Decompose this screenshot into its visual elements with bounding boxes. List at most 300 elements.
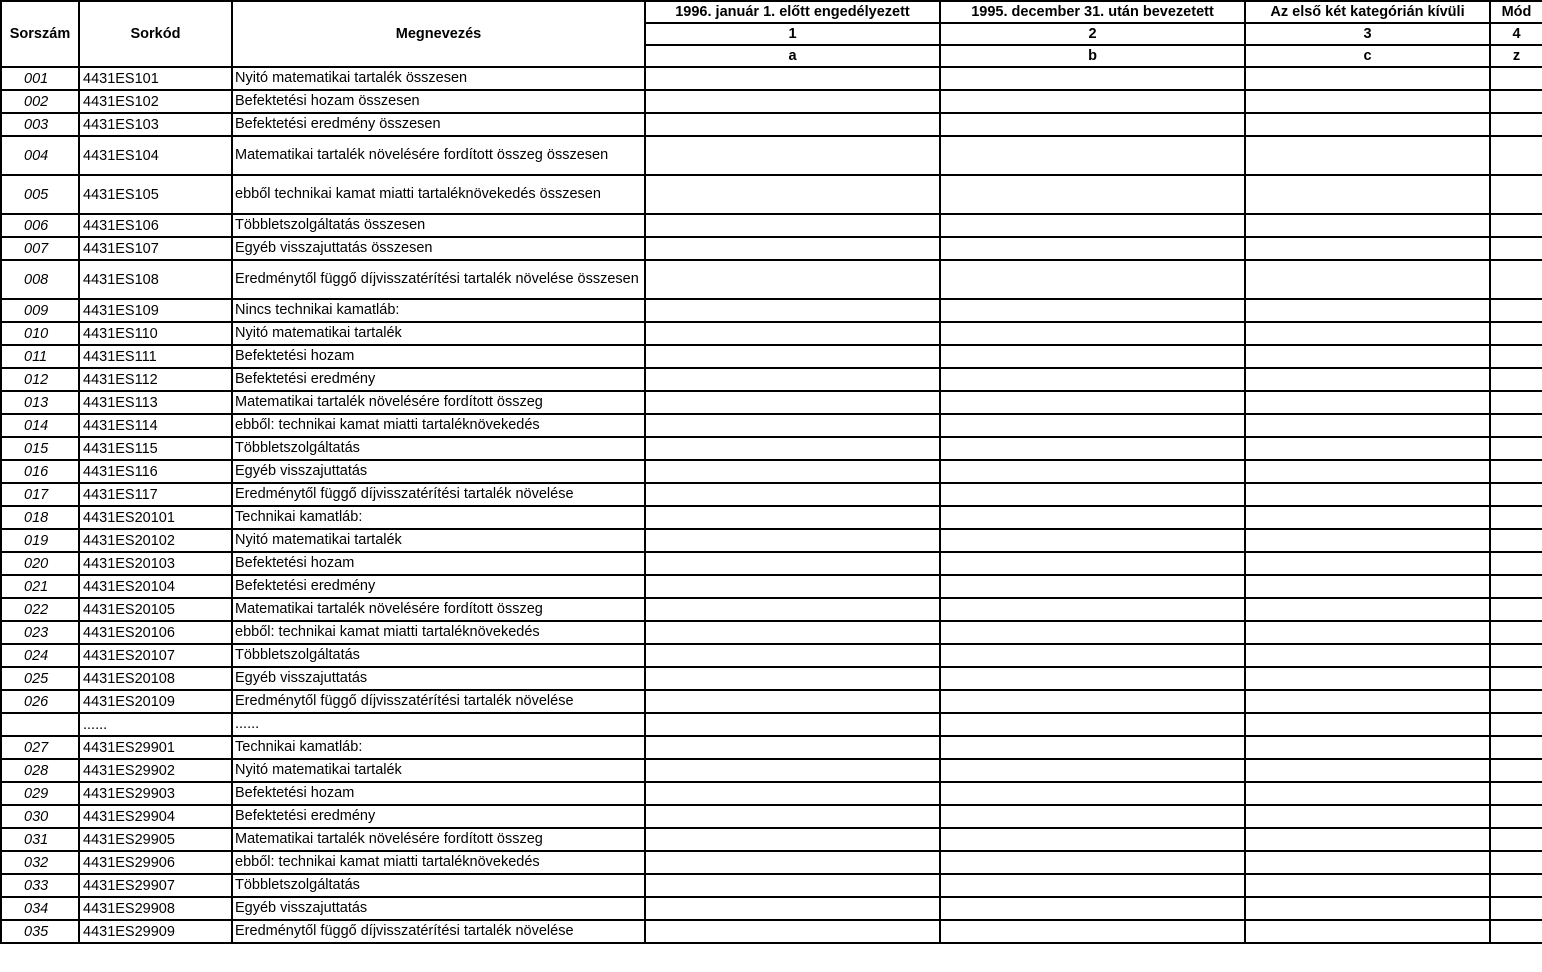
value-cell-a[interactable] [645, 391, 940, 414]
row-code: 4431ES29905 [79, 828, 232, 851]
row-number: 001 [1, 67, 79, 90]
value-cell-b[interactable] [940, 736, 1245, 759]
row-code: 4431ES110 [79, 322, 232, 345]
value-cell-c[interactable] [1245, 575, 1490, 598]
row-name: Egyéb visszajuttatás összesen [232, 237, 645, 260]
row-code: 4431ES109 [79, 299, 232, 322]
value-cell-z[interactable] [1490, 368, 1542, 391]
row-code: 4431ES20105 [79, 598, 232, 621]
value-cell-b[interactable] [940, 644, 1245, 667]
table-row [1, 437, 1542, 460]
value-cell-z[interactable] [1490, 483, 1542, 506]
row-name: Befektetési hozam [232, 345, 645, 368]
table-row [1, 805, 1542, 828]
row-name: Eredménytől függő díjvisszatérítési tartalék növelése [232, 690, 645, 713]
value-cell-b[interactable] [940, 575, 1245, 598]
value-cell-z[interactable] [1490, 690, 1542, 713]
value-cell-z[interactable] [1490, 713, 1542, 736]
value-cell-b[interactable] [940, 368, 1245, 391]
row-name: Befektetési hozam összesen [232, 90, 645, 113]
value-cell-c[interactable] [1245, 529, 1490, 552]
value-cell-a[interactable] [645, 113, 940, 136]
row-name: Befektetési eredmény [232, 805, 645, 828]
row-code: 4431ES29908 [79, 897, 232, 920]
value-cell-a[interactable] [645, 851, 940, 874]
value-cell-a[interactable] [645, 621, 940, 644]
row-number: 031 [1, 828, 79, 851]
value-cell-z[interactable] [1490, 460, 1542, 483]
row-number: 029 [1, 782, 79, 805]
row-number: 025 [1, 667, 79, 690]
value-cell-c[interactable] [1245, 460, 1490, 483]
value-cell-a[interactable] [645, 736, 940, 759]
value-cell-a[interactable] [645, 136, 940, 175]
value-cell-c[interactable] [1245, 90, 1490, 113]
value-cell-z[interactable] [1490, 920, 1542, 943]
value-cell-a[interactable] [645, 368, 940, 391]
row-name: ebből: technikai kamat miatti tartaléknövekedés [232, 621, 645, 644]
row-name: ebből: technikai kamat miatti tartaléknövekedés [232, 851, 645, 874]
table-row [1, 368, 1542, 391]
row-code: 4431ES105 [79, 175, 232, 214]
row-number: 026 [1, 690, 79, 713]
value-cell-c[interactable] [1245, 782, 1490, 805]
row-name: Befektetési hozam [232, 782, 645, 805]
row-name: Többletszolgáltatás [232, 437, 645, 460]
header-col-4-title: Mód [1490, 1, 1542, 23]
row-code: 4431ES116 [79, 460, 232, 483]
table-row [1, 759, 1542, 782]
table-row [1, 214, 1542, 237]
header-sorkod: Sorkód [79, 1, 232, 67]
value-cell-c[interactable] [1245, 644, 1490, 667]
value-cell-c[interactable] [1245, 214, 1490, 237]
table-row [1, 644, 1542, 667]
row-name: Nyitó matematikai tartalék [232, 759, 645, 782]
value-cell-a[interactable] [645, 483, 940, 506]
value-cell-b[interactable] [940, 920, 1245, 943]
row-code: 4431ES20106 [79, 621, 232, 644]
row-name: Egyéb visszajuttatás [232, 897, 645, 920]
row-number: 007 [1, 237, 79, 260]
value-cell-a[interactable] [645, 713, 940, 736]
value-cell-b[interactable] [940, 690, 1245, 713]
row-name: Technikai kamatláb: [232, 736, 645, 759]
table-row [1, 621, 1542, 644]
table-row [1, 90, 1542, 113]
table-row [1, 136, 1542, 175]
value-cell-z[interactable] [1490, 175, 1542, 214]
row-code: 4431ES29907 [79, 874, 232, 897]
value-cell-c[interactable] [1245, 67, 1490, 90]
value-cell-c[interactable] [1245, 237, 1490, 260]
table-row [1, 299, 1542, 322]
row-code: 4431ES29909 [79, 920, 232, 943]
row-number: 023 [1, 621, 79, 644]
value-cell-a[interactable] [645, 90, 940, 113]
value-cell-a[interactable] [645, 345, 940, 368]
value-cell-b[interactable] [940, 414, 1245, 437]
row-name: Eredménytől függő díjvisszatérítési tartalék növelése [232, 920, 645, 943]
table-row [1, 113, 1542, 136]
value-cell-z[interactable] [1490, 90, 1542, 113]
value-cell-c[interactable] [1245, 299, 1490, 322]
value-cell-c[interactable] [1245, 713, 1490, 736]
row-name: Többletszolgáltatás [232, 874, 645, 897]
table-row [1, 874, 1542, 897]
row-name: Nyitó matematikai tartalék [232, 322, 645, 345]
table-row [1, 828, 1542, 851]
value-cell-z[interactable] [1490, 759, 1542, 782]
value-cell-z[interactable] [1490, 299, 1542, 322]
value-cell-c[interactable] [1245, 897, 1490, 920]
value-cell-b[interactable] [940, 437, 1245, 460]
table-row [1, 506, 1542, 529]
value-cell-c[interactable] [1245, 920, 1490, 943]
row-code: 4431ES115 [79, 437, 232, 460]
row-code: 4431ES102 [79, 90, 232, 113]
header-col-2-num: 2 [940, 23, 1245, 45]
row-name: Nyitó matematikai tartalék összesen [232, 67, 645, 90]
value-cell-c[interactable] [1245, 368, 1490, 391]
value-cell-b[interactable] [940, 759, 1245, 782]
row-code: 4431ES29904 [79, 805, 232, 828]
value-cell-b[interactable] [940, 237, 1245, 260]
value-cell-c[interactable] [1245, 113, 1490, 136]
header-col-1-title: 1996. január 1. előtt engedélyezett [645, 1, 940, 23]
value-cell-z[interactable] [1490, 260, 1542, 299]
value-cell-z[interactable] [1490, 113, 1542, 136]
table-row [1, 851, 1542, 874]
row-code: 4431ES20107 [79, 644, 232, 667]
row-number: 018 [1, 506, 79, 529]
value-cell-z[interactable] [1490, 897, 1542, 920]
header-col-4-letter: z [1490, 45, 1542, 67]
header-col-1-letter: a [645, 45, 940, 67]
row-code: 4431ES20109 [79, 690, 232, 713]
table-row [1, 175, 1542, 214]
value-cell-c[interactable] [1245, 621, 1490, 644]
table-row [1, 552, 1542, 575]
row-number: 024 [1, 644, 79, 667]
row-name: Nyitó matematikai tartalék [232, 529, 645, 552]
header-megnevezes: Megnevezés [232, 1, 645, 67]
table-row [1, 237, 1542, 260]
row-number: 005 [1, 175, 79, 214]
row-code: 4431ES104 [79, 136, 232, 175]
row-number: 034 [1, 897, 79, 920]
table-row [1, 322, 1542, 345]
row-number: 017 [1, 483, 79, 506]
table-row [1, 920, 1542, 943]
value-cell-a[interactable] [645, 920, 940, 943]
value-cell-a[interactable] [645, 667, 940, 690]
value-cell-c[interactable] [1245, 552, 1490, 575]
value-cell-z[interactable] [1490, 529, 1542, 552]
value-cell-c[interactable] [1245, 506, 1490, 529]
row-number: 021 [1, 575, 79, 598]
row-code: 4431ES20103 [79, 552, 232, 575]
row-number: 016 [1, 460, 79, 483]
value-cell-a[interactable] [645, 214, 940, 237]
row-number: 027 [1, 736, 79, 759]
value-cell-z[interactable] [1490, 805, 1542, 828]
row-code: 4431ES29902 [79, 759, 232, 782]
value-cell-c[interactable] [1245, 345, 1490, 368]
row-code: 4431ES29903 [79, 782, 232, 805]
value-cell-c[interactable] [1245, 175, 1490, 214]
row-number: 020 [1, 552, 79, 575]
row-number: 014 [1, 414, 79, 437]
row-number: 019 [1, 529, 79, 552]
table-row [1, 897, 1542, 920]
value-cell-c[interactable] [1245, 414, 1490, 437]
table-row [1, 667, 1542, 690]
row-code: 4431ES20102 [79, 529, 232, 552]
row-code: 4431ES107 [79, 237, 232, 260]
value-cell-a[interactable] [645, 322, 940, 345]
value-cell-a[interactable] [645, 828, 940, 851]
table-row [1, 414, 1542, 437]
row-code: 4431ES113 [79, 391, 232, 414]
row-code: 4431ES20101 [79, 506, 232, 529]
table-row [1, 260, 1542, 299]
value-cell-z[interactable] [1490, 414, 1542, 437]
value-cell-c[interactable] [1245, 667, 1490, 690]
value-cell-b[interactable] [940, 713, 1245, 736]
value-cell-b[interactable] [940, 299, 1245, 322]
value-cell-c[interactable] [1245, 736, 1490, 759]
row-number: 003 [1, 113, 79, 136]
value-cell-a[interactable] [645, 644, 940, 667]
value-cell-c[interactable] [1245, 805, 1490, 828]
row-number: 030 [1, 805, 79, 828]
value-cell-z[interactable] [1490, 598, 1542, 621]
table-header [1, 1, 1542, 67]
row-name: ebből: technikai kamat miatti tartaléknövekedés [232, 414, 645, 437]
row-code: 4431ES117 [79, 483, 232, 506]
row-code: 4431ES29906 [79, 851, 232, 874]
row-name: ebből technikai kamat miatti tartaléknövekedés összesen [232, 175, 645, 214]
row-name: Többletszolgáltatás összesen [232, 214, 645, 237]
value-cell-z[interactable] [1490, 736, 1542, 759]
row-number: 015 [1, 437, 79, 460]
value-cell-c[interactable] [1245, 322, 1490, 345]
value-cell-b[interactable] [940, 175, 1245, 214]
value-cell-c[interactable] [1245, 759, 1490, 782]
value-cell-b[interactable] [940, 667, 1245, 690]
row-name: Matematikai tartalék növelésére fordított összeg [232, 598, 645, 621]
value-cell-z[interactable] [1490, 322, 1542, 345]
value-cell-a[interactable] [645, 237, 940, 260]
value-cell-a[interactable] [645, 598, 940, 621]
value-cell-b[interactable] [940, 136, 1245, 175]
row-name: Befektetési eredmény [232, 575, 645, 598]
value-cell-z[interactable] [1490, 67, 1542, 90]
table-row [1, 529, 1542, 552]
row-code: 4431ES29901 [79, 736, 232, 759]
row-number: 032 [1, 851, 79, 874]
value-cell-b[interactable] [940, 214, 1245, 237]
value-cell-b[interactable] [940, 897, 1245, 920]
value-cell-a[interactable] [645, 175, 940, 214]
value-cell-b[interactable] [940, 113, 1245, 136]
header-col-2-title: 1995. december 31. után bevezetett [940, 1, 1245, 23]
row-number: 006 [1, 214, 79, 237]
row-number: 011 [1, 345, 79, 368]
header-col-3-num: 3 [1245, 23, 1490, 45]
row-number: 002 [1, 90, 79, 113]
value-cell-b[interactable] [940, 621, 1245, 644]
table-row [1, 67, 1542, 90]
value-cell-a[interactable] [645, 414, 940, 437]
row-name: Matematikai tartalék növelésére fordított összeg [232, 391, 645, 414]
value-cell-b[interactable] [940, 851, 1245, 874]
value-cell-z[interactable] [1490, 828, 1542, 851]
row-code: 4431ES108 [79, 260, 232, 299]
value-cell-b[interactable] [940, 460, 1245, 483]
value-cell-a[interactable] [645, 759, 940, 782]
row-name: Befektetési eredmény összesen [232, 113, 645, 136]
value-cell-z[interactable] [1490, 621, 1542, 644]
table-row [1, 483, 1542, 506]
value-cell-b[interactable] [940, 874, 1245, 897]
value-cell-c[interactable] [1245, 828, 1490, 851]
value-cell-c[interactable] [1245, 483, 1490, 506]
value-cell-a[interactable] [645, 782, 940, 805]
value-cell-a[interactable] [645, 506, 940, 529]
row-name: Nincs technikai kamatláb: [232, 299, 645, 322]
value-cell-c[interactable] [1245, 437, 1490, 460]
value-cell-b[interactable] [940, 552, 1245, 575]
value-cell-a[interactable] [645, 437, 940, 460]
row-name: Egyéb visszajuttatás [232, 460, 645, 483]
value-cell-a[interactable] [645, 529, 940, 552]
header-col-2-letter: b [940, 45, 1245, 67]
value-cell-z[interactable] [1490, 214, 1542, 237]
value-cell-a[interactable] [645, 805, 940, 828]
row-number: 022 [1, 598, 79, 621]
row-code: 4431ES114 [79, 414, 232, 437]
value-cell-z[interactable] [1490, 391, 1542, 414]
header-col-3-title: Az első két kategórián kívüli [1245, 1, 1490, 23]
value-cell-b[interactable] [940, 391, 1245, 414]
value-cell-b[interactable] [940, 67, 1245, 90]
value-cell-b[interactable] [940, 90, 1245, 113]
row-number: 009 [1, 299, 79, 322]
value-cell-z[interactable] [1490, 782, 1542, 805]
row-name: Befektetési eredmény [232, 368, 645, 391]
value-cell-a[interactable] [645, 67, 940, 90]
row-name: Befektetési hozam [232, 552, 645, 575]
table-row [1, 598, 1542, 621]
value-cell-z[interactable] [1490, 552, 1542, 575]
value-cell-b[interactable] [940, 345, 1245, 368]
row-name: ...... [232, 713, 645, 736]
row-name: Matematikai tartalék növelésére fordított összeg [232, 828, 645, 851]
value-cell-z[interactable] [1490, 437, 1542, 460]
row-number: 010 [1, 322, 79, 345]
value-cell-a[interactable] [645, 897, 940, 920]
row-number: 035 [1, 920, 79, 943]
value-cell-c[interactable] [1245, 260, 1490, 299]
row-code: ...... [79, 713, 232, 736]
value-cell-z[interactable] [1490, 874, 1542, 897]
value-cell-a[interactable] [645, 874, 940, 897]
header-col-3-letter: c [1245, 45, 1490, 67]
value-cell-a[interactable] [645, 260, 940, 299]
value-cell-b[interactable] [940, 805, 1245, 828]
row-name: Eredménytől függő díjvisszatérítési tartalék növelése [232, 483, 645, 506]
row-number [1, 713, 79, 736]
value-cell-z[interactable] [1490, 575, 1542, 598]
value-cell-c[interactable] [1245, 136, 1490, 175]
table-row [1, 782, 1542, 805]
value-cell-c[interactable] [1245, 690, 1490, 713]
row-code: 4431ES101 [79, 67, 232, 90]
value-cell-b[interactable] [940, 782, 1245, 805]
row-name: Technikai kamatláb: [232, 506, 645, 529]
header-sorszam: Sorszám [1, 1, 79, 67]
table-row [1, 391, 1542, 414]
table-row [1, 736, 1542, 759]
value-cell-z[interactable] [1490, 644, 1542, 667]
value-cell-a[interactable] [645, 690, 940, 713]
value-cell-b[interactable] [940, 828, 1245, 851]
row-number: 028 [1, 759, 79, 782]
value-cell-a[interactable] [645, 460, 940, 483]
value-cell-b[interactable] [940, 506, 1245, 529]
value-cell-z[interactable] [1490, 851, 1542, 874]
value-cell-b[interactable] [940, 322, 1245, 345]
row-name: Matematikai tartalék növelésére fordított összeg összesen [232, 136, 645, 175]
value-cell-b[interactable] [940, 483, 1245, 506]
header-col-1-num: 1 [645, 23, 940, 45]
value-cell-c[interactable] [1245, 391, 1490, 414]
value-cell-a[interactable] [645, 575, 940, 598]
value-cell-c[interactable] [1245, 851, 1490, 874]
value-cell-c[interactable] [1245, 874, 1490, 897]
value-cell-c[interactable] [1245, 598, 1490, 621]
table-row [1, 575, 1542, 598]
row-name: Többletszolgáltatás [232, 644, 645, 667]
row-code: 4431ES20108 [79, 667, 232, 690]
value-cell-z[interactable] [1490, 506, 1542, 529]
value-cell-b[interactable] [940, 598, 1245, 621]
table-row [1, 345, 1542, 368]
table-row [1, 713, 1542, 736]
row-name: Eredménytől függő díjvisszatérítési tartalék növelése összesen [232, 260, 645, 299]
row-code: 4431ES103 [79, 113, 232, 136]
value-cell-b[interactable] [940, 260, 1245, 299]
value-cell-a[interactable] [645, 552, 940, 575]
row-number: 033 [1, 874, 79, 897]
table-body [1, 67, 1542, 943]
value-cell-b[interactable] [940, 529, 1245, 552]
row-code: 4431ES20104 [79, 575, 232, 598]
value-cell-z[interactable] [1490, 345, 1542, 368]
header-col-4-num: 4 [1490, 23, 1542, 45]
value-cell-z[interactable] [1490, 237, 1542, 260]
value-cell-z[interactable] [1490, 136, 1542, 175]
row-code: 4431ES112 [79, 368, 232, 391]
row-code: 4431ES111 [79, 345, 232, 368]
value-cell-z[interactable] [1490, 667, 1542, 690]
row-name: Egyéb visszajuttatás [232, 667, 645, 690]
value-cell-a[interactable] [645, 299, 940, 322]
table-row [1, 460, 1542, 483]
row-number: 004 [1, 136, 79, 175]
